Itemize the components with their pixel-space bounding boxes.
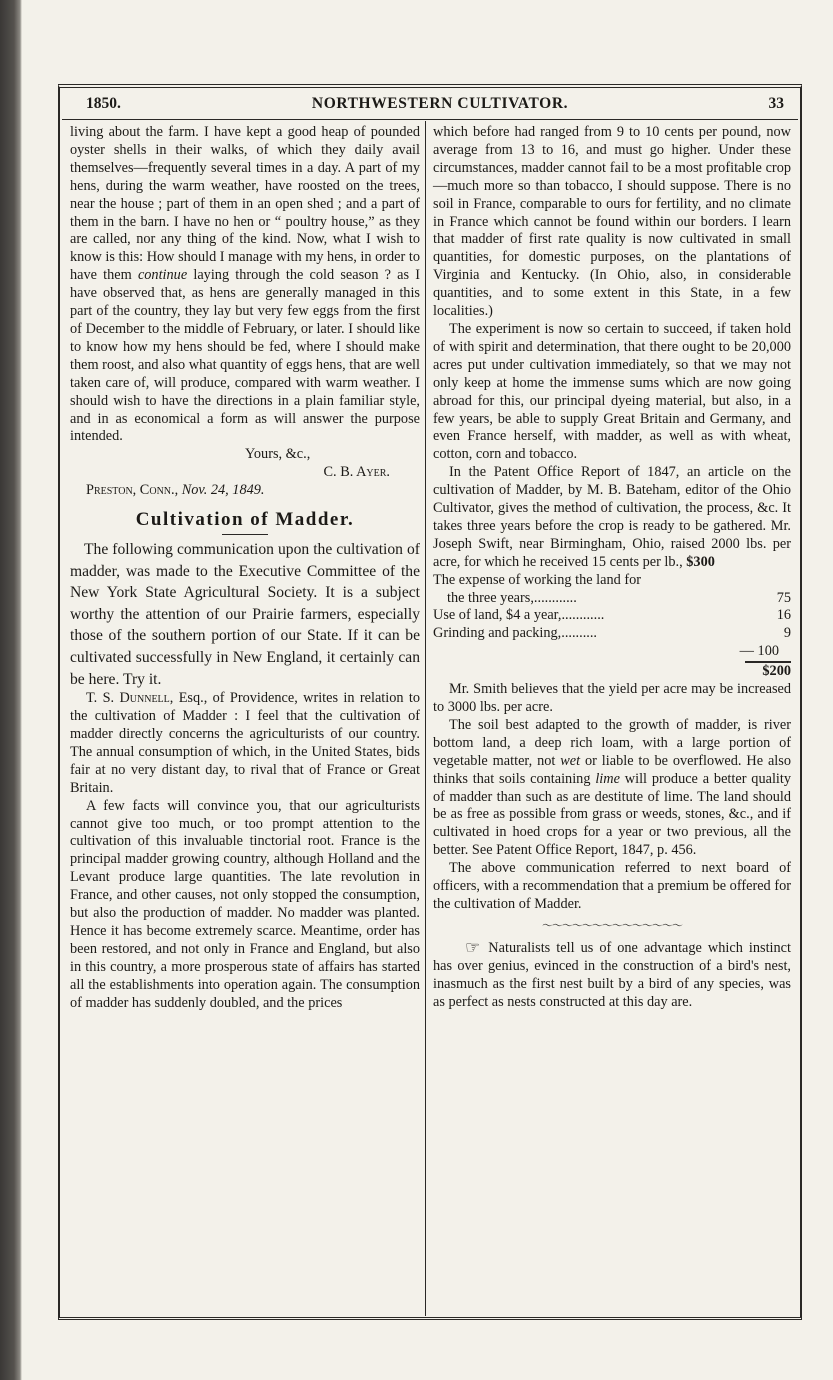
letter-paragraph: living about the farm. I have kept a good heap of pounded oyster shells in their walks, of which they daily avail themselves—frequently several times in a day. A part of my hens, during the warm weather, have roosted on the trees, near the house ; part of them in an open shed ; and a part of them in the barn. I have no hen or “ poultry house,” as they are called, nor any thing of the kind. Now, what I wish to know is this: How should I manage with my hens, in order to have them continue laying through the cold season ? as I have observed that, as hens are generally managed in this part of the country, they lay but very few eggs from the first of December to the middle of February, or later. I should like to know how my hens should be fed, where I should make them roost, and also what quantity of eggs hens, that are well taken care of, will produce, compared with warm weather. I should wish to have the directions in a plain familiar style, and in as economical a form as will answer the purpose intended. xyxy=(70,124,421,445)
article-title: Cultivation of Madder. xyxy=(135,509,355,531)
article-paragraph: A few facts will convince you, that our agriculturists cannot give too much, or too prompt attention to the cultivation of this invaluable tinctorial root. France is the principal madder growing country, although Holland and the Levant produce large quantities. The late revolution in France, and other causes, not only stopped the consumption, but also the production of madder. No madder was planted. Hence it has become extremely scarce. Meantime, order has been restored, and not only in France and England, but also in this country, a more prosperous state of affairs has started all the establishments into operation again. The consumption of madder has suddenly doubled, and the prices xyxy=(70,797,420,1011)
letter-dateline: Preston, Conn., Nov. 24, 1849. xyxy=(86,482,265,499)
manicule-icon: ☞ xyxy=(465,937,481,957)
note-paragraph: ☞ Naturalists tell us of one advantage which instinct has over genius, evinced in the construction of a bird's nest, inasmuch as the first nest built by a bird of any species, was as perfect as nests constructed at this day are. xyxy=(433,937,791,1010)
letter-signoff: Yours, &c., xyxy=(245,446,311,463)
scan-binding-edge xyxy=(0,0,22,1380)
article-paragraph: which before had ranged from 9 to 10 cents per pound, now average from 13 to 16, and must go higher. Under these circumstances, madder cannot fail to be a most profitable crop—much more so than tobacco, I should suppose. There is no soil in France, comparable to ours for fertility, and no climate in France which cannot be found within our borders. I learn that madder of first rate quality is now cultivated in small quantities, for domestic purposes, on the plantations of Virginia and Kentucky. (In Ohio, also, in considerable quantities, and to some extent in this State, in a few localities.) xyxy=(433,124,791,320)
article-paragraph: T. S. Dunnell, Esq., of Providence, writes in relation to the cultivation of Madder : I feel that the cultivation of madder directly concerns the agriculturists of our country. The annual consumption of which, in the United States, bids fair at no very distant day, to rival that of France or Great Britain. xyxy=(70,690,421,796)
ledger-total: $200 xyxy=(762,663,791,680)
letter-signature: C. B. Ayer. xyxy=(323,464,390,481)
article-paragraph: The above communication referred to next board of officers, with a recommendation that a premium be offered for the cultivation of Madder. xyxy=(433,860,791,912)
header-title: NORTHWESTERN CULTIVATOR. xyxy=(311,95,569,112)
article-intro: The following communication upon the cultivation of madder, was made to the Executive Committee of the New York State Agricultural Society. It is a subject worthy the attention of our Prairie farmers, especially those of the southern portion of our State. If it can be cultivated successfully in New England, it certainly can be here. Try it. xyxy=(70,541,420,688)
ledger-row: Use of land, $4 a year,............ 16 xyxy=(433,607,791,624)
ledger-row: the three years,............ 75 xyxy=(447,589,791,606)
ledger-intro: The expense of working the land for xyxy=(433,571,642,588)
expense-ledger xyxy=(433,590,791,682)
header-year: 1850. xyxy=(86,95,121,112)
right-column xyxy=(433,124,791,1011)
column-divider xyxy=(425,121,426,1316)
title-rule xyxy=(222,534,268,535)
article-paragraph: In the Patent Office Report of 1847, an article on the cultivation of Madder, by M. B. Bateham, editor of the Ohio Cultivator, gives the method of cultivation, the process, &c. It takes three years before the crop is ready to be gathered. Mr. Joseph Swift, near Birmingham, Ohio, raised 2000 lbs. per acre, for which he received 15 cents per lb., $300 xyxy=(433,464,791,570)
ledger-sum: — 100 xyxy=(739,643,779,660)
ledger-row: Grinding and packing,.......... 9 xyxy=(433,625,791,642)
left-column xyxy=(70,124,420,1013)
running-header xyxy=(86,95,794,117)
page-number: 33 xyxy=(768,95,784,112)
wavy-divider: 〜〜〜〜〜〜〜〜〜〜〜〜〜〜 xyxy=(542,919,682,932)
article-paragraph: The soil best adapted to the growth of madder, is river bottom land, a deep rich loam, with a large portion of vegetable matter, not wet or liable to be overflowed. He also thinks that soils containing lime will produce a better quality of madder than such as are destitute of lime. The land should be as free as possible from grass or weeds, stones, &c., and if cultivated in hoed crops for a year or two previous, all the better. See Patent Office Report, 1847, p. 456. xyxy=(433,716,792,859)
header-rule xyxy=(62,119,798,120)
article-paragraph: The experiment is now so certain to succeed, if taken hold of with spirit and determination, that there ought to be 20,000 acres put under cultivation immediately, so that we may not only keep at home the immense sums which are now going abroad for this, our principal dyeing material, but also, in a few years, be able to supply Great Britain and Germany, and even France herself, with madder, as well as with wheat, cotton, corn and tobacco. xyxy=(433,320,791,463)
article-paragraph: Mr. Smith believes that the yield per acre may be increased to 3000 lbs. per acre. xyxy=(433,681,791,715)
